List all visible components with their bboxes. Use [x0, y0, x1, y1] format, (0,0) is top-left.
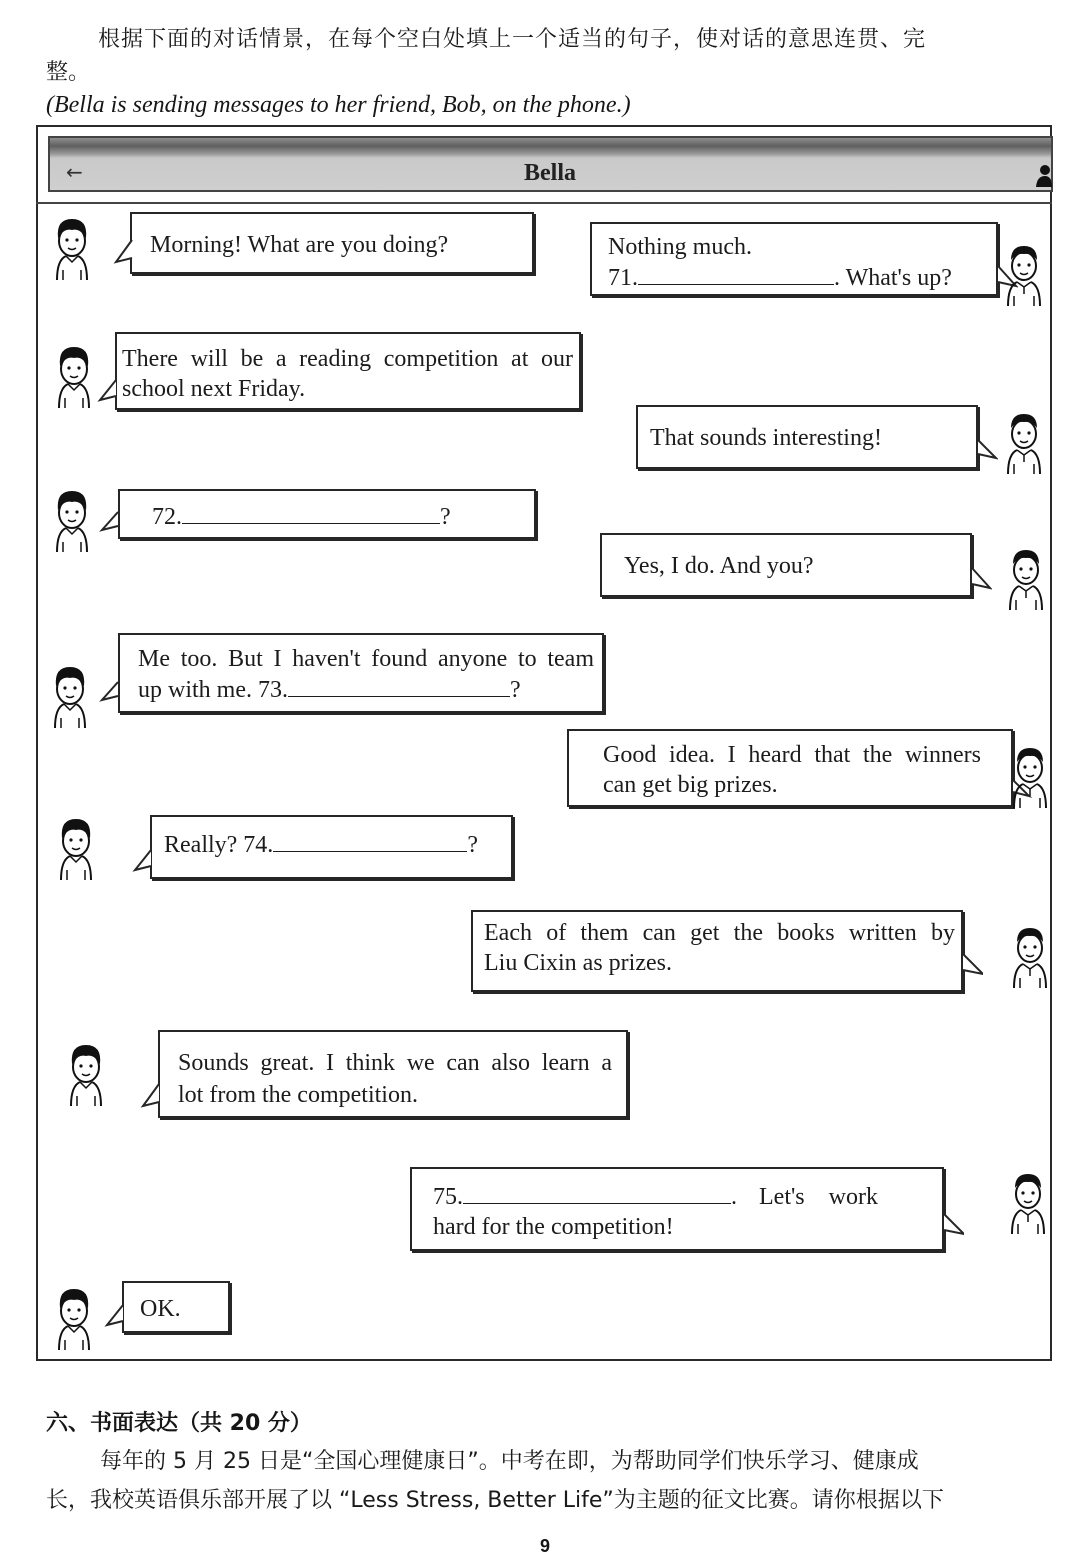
header-divider — [36, 202, 1052, 204]
message-text: Me too. But I haven't found anyone to team — [138, 646, 594, 672]
instruction-text: 根据下面的对话情景，在每个空白处填上一个适当的句子，使对话的意思连贯、完 — [98, 27, 927, 52]
message-text: Nothing much. — [608, 234, 752, 260]
bubble-tail-right — [970, 566, 992, 592]
message-bubble-bella — [158, 1030, 628, 1118]
message-text: Really? 74. — [164, 832, 274, 858]
bella-avatar-icon — [50, 664, 90, 730]
message-text: can get big prizes. — [603, 772, 778, 798]
bubble-tail-right — [961, 952, 983, 978]
bubble-tail-left — [103, 1303, 125, 1329]
message-text: Morning! What are you doing? — [150, 232, 449, 258]
message-text: up with me. 73. — [138, 677, 288, 703]
question-number: 71. — [608, 265, 638, 291]
bubble-tail-right — [976, 438, 998, 464]
bob-avatar-icon — [1010, 744, 1050, 810]
bubble-tail-left — [139, 1082, 161, 1108]
message-text: Yes, I do. And you? — [624, 553, 814, 579]
back-arrow-icon[interactable]: ← — [66, 160, 83, 184]
section-paragraph-line-1: 每年的 5 月 25 日是“全国心理健康日”。中考在即，为帮助同学们快乐学习、健康成 — [100, 1449, 919, 1474]
bob-avatar-icon — [1008, 1170, 1048, 1236]
bubble-tail-left — [131, 848, 153, 874]
message-text: OK. — [140, 1296, 181, 1322]
message-text: Let's work — [759, 1184, 878, 1210]
message-text: . — [731, 1184, 737, 1210]
message-text-with-blank — [152, 501, 522, 532]
bella-avatar-icon — [52, 488, 92, 554]
contact-name: Bella — [524, 160, 576, 186]
bubble-tail-left — [98, 680, 120, 706]
message-bubble-bella — [150, 815, 513, 879]
question-number: 75. — [433, 1184, 463, 1210]
answer-blank-75[interactable] — [463, 1181, 731, 1204]
question-number: 72. — [152, 504, 182, 530]
message-text: ? — [440, 504, 451, 530]
bob-avatar-icon — [1004, 242, 1044, 308]
message-bubble-bella — [130, 212, 534, 274]
message-text: ? — [467, 832, 478, 858]
message-text: hard for the competition! — [433, 1214, 674, 1240]
message-text: ? — [510, 677, 521, 703]
message-text: lot from the competition. — [178, 1082, 418, 1108]
bella-avatar-icon — [54, 1286, 94, 1352]
message-text: . What's up? — [834, 265, 952, 291]
message-bubble-bob — [590, 222, 998, 296]
bella-avatar-icon — [66, 1042, 106, 1108]
answer-blank-74[interactable] — [273, 829, 467, 852]
message-bubble-bella — [122, 1281, 230, 1333]
message-text-with-blank — [433, 1181, 930, 1212]
message-text: There will be a reading competition at our — [122, 346, 573, 372]
answer-blank-73[interactable] — [288, 674, 510, 697]
bubble-tail-left — [98, 510, 120, 536]
answer-blank-71[interactable] — [638, 262, 834, 285]
profile-icon[interactable] — [1036, 163, 1052, 187]
message-text: Each of them can get the books written by — [484, 920, 955, 946]
section-heading: 六、书面表达（共 20 分） — [46, 1411, 312, 1436]
message-text-with-blank — [138, 674, 594, 705]
bella-avatar-icon — [56, 816, 96, 882]
message-text: That sounds interesting! — [650, 425, 882, 451]
message-bubble-bella — [118, 489, 536, 539]
message-bubble-bob — [471, 910, 963, 992]
message-bubble-bella — [118, 633, 604, 713]
message-text-with-blank — [164, 829, 499, 860]
message-bubble-bob — [600, 533, 972, 597]
section-paragraph-line-2: 长，我校英语俱乐部开展了以 “Less Stress, Better Life”为主题的征文比赛。请你根据以下 — [46, 1488, 944, 1513]
scene-description: (Bella is sending messages to her friend, Bob, on the phone.) — [46, 92, 631, 118]
bella-avatar-icon — [52, 216, 92, 282]
message-bubble-bob — [567, 729, 1013, 807]
instruction-text-continued: 整。 — [46, 60, 91, 85]
message-text: Good idea. I heard that the winners — [603, 742, 981, 768]
bubble-tail-left — [96, 378, 118, 404]
bob-avatar-icon — [1006, 546, 1046, 612]
message-text-with-blank — [608, 262, 984, 293]
message-bubble-bella — [115, 332, 581, 410]
answer-blank-72[interactable] — [182, 501, 440, 524]
bubble-tail-right — [942, 1212, 964, 1238]
message-text: school next Friday. — [122, 376, 306, 402]
bella-avatar-icon — [54, 344, 94, 410]
bob-avatar-icon — [1010, 924, 1050, 990]
bob-avatar-icon — [1004, 410, 1044, 476]
message-text: Liu Cixin as prizes. — [484, 950, 672, 976]
bubble-tail-left — [112, 238, 134, 264]
message-bubble-bob — [636, 405, 978, 469]
page-number: 9 — [539, 1536, 550, 1556]
message-bubble-bob — [410, 1167, 944, 1251]
message-text: Sounds great. I think we can also learn a — [178, 1050, 612, 1076]
